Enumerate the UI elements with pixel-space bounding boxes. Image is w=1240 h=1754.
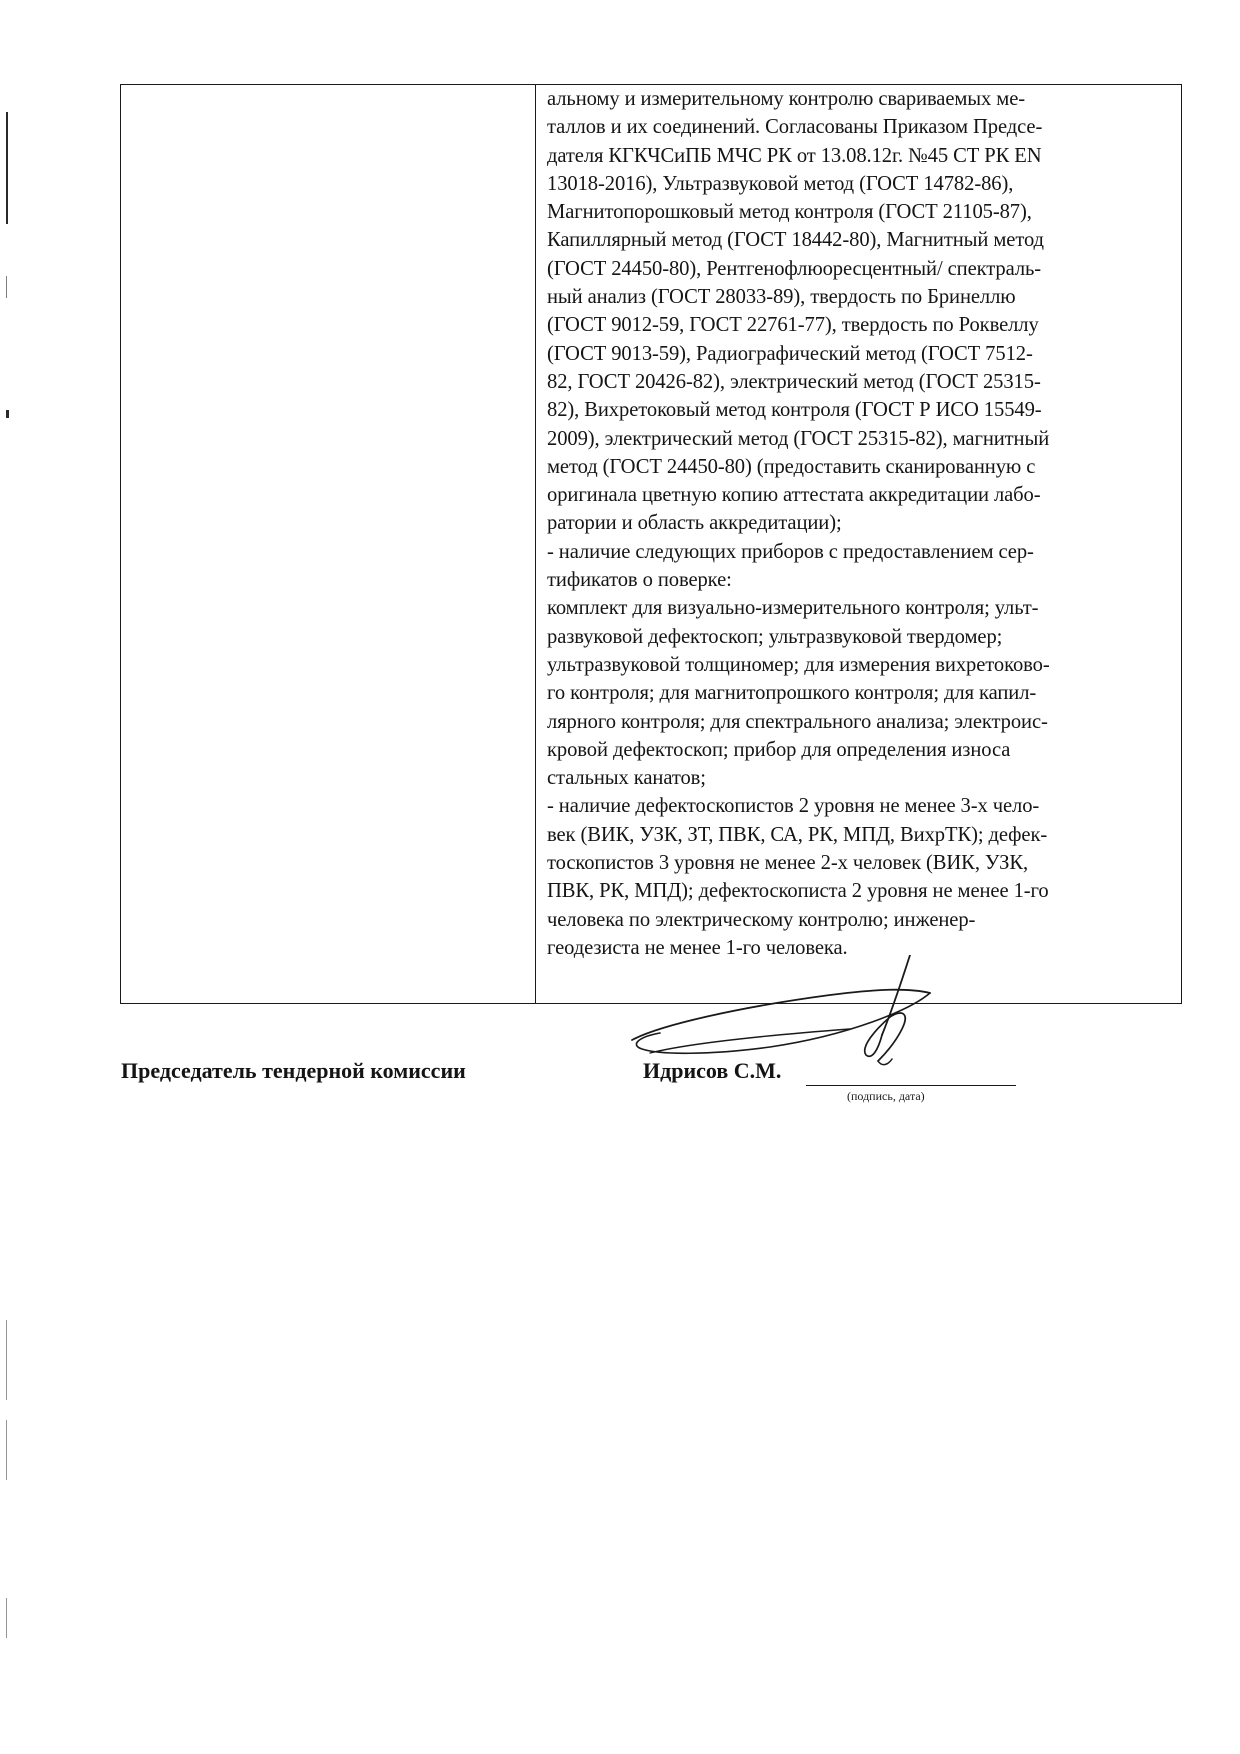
text-line: тоскопистов 3 уровня не менее 2-х человек (ВИК, УЗК, (547, 852, 1029, 875)
text-line: метод (ГОСТ 24450-80) (предоставить сканированную с (547, 455, 1036, 478)
table-cell-left (121, 85, 536, 1004)
text-line: 82), Вихретоковый метод контроля (ГОСТ Р ИСО 15549- (547, 399, 1042, 422)
text-line: лярного контроля; для спектрального анализа; электроис- (547, 710, 1048, 733)
text-line: (ГОСТ 9013-59), Радиографический метод (ГОСТ 7512- (547, 342, 1033, 365)
text-line: Магнитопорошковый метод контроля (ГОСТ 21105-87), (547, 201, 1032, 224)
scan-edge-mark (6, 276, 7, 298)
table-cell-right (536, 85, 1182, 1004)
scan-edge-mark (6, 112, 8, 224)
text-line: кровой дефектоскоп; прибор для определения износа (547, 738, 1011, 761)
text-line: - наличие следующих приборов с предоставлением сер- (547, 540, 1034, 563)
text-line: стальных канатов; (547, 767, 706, 790)
scan-edge-mark (6, 1420, 7, 1480)
scan-edge-mark (6, 1598, 7, 1638)
chairman-title: Председатель тендерной комиссии (121, 1058, 466, 1083)
table-row (121, 85, 1182, 1004)
text-line: человека по электрическому контролю; инженер- (547, 908, 976, 931)
text-line: - наличие дефектоскопистов 2 уровня не менее 3-х чело- (547, 795, 1040, 818)
text-line: комплект для визуально-измерительного контроля; ульт- (547, 597, 1039, 620)
text-line: оригинала цветную копию аттестата аккредитации лабо- (547, 484, 1041, 507)
text-line: дателя КГКЧСиПБ МЧС РК от 13.08.12г. №45 СТ РК EN (547, 144, 1042, 167)
signer-name: Идрисов С.М. (643, 1058, 782, 1083)
text-line: тификатов о поверке: (547, 569, 732, 592)
text-line: Капиллярный метод (ГОСТ 18442-80), Магнитный метод (547, 229, 1044, 252)
text-line: ный анализ (ГОСТ 28033-89), твердость по Бринеллю (547, 286, 1016, 309)
text-line: век (ВИК, УЗК, ЗТ, ПВК, СА, РК, МПД, ВихрТК); дефек- (547, 823, 1048, 846)
text-line: таллов и их соединений. Согласованы Приказом Предсе- (547, 116, 1043, 139)
requirements-text (536, 85, 1181, 962)
text-line: 82, ГОСТ 20426-82), электрический метод (ГОСТ 25315- (547, 370, 1041, 393)
requirements-table (120, 84, 1182, 1004)
text-line: (ГОСТ 9012-59, ГОСТ 22761-77), твердость по Роквеллу (547, 314, 1039, 337)
text-line: геодезиста не менее 1-го человека. (547, 936, 848, 959)
text-line: ратории и область аккредитации); (547, 512, 842, 535)
text-line: (ГОСТ 24450-80), Рентгенофлюоресцентный/ спектраль- (547, 257, 1042, 280)
signature-caption: (подпись, дата) (847, 1089, 925, 1103)
text-line: ультразвуковой толщиномер; для измерения вихретоково- (547, 653, 1050, 676)
scan-edge-mark (6, 410, 9, 418)
text-line: ПВК, РК, МПД); дефектоскописта 2 уровня не менее 1-го (547, 880, 1049, 903)
text-line: развуковой дефектоскоп; ультразвуковой твердомер; (547, 625, 1003, 648)
text-line: го контроля; для магнитопрошкого контроля; для капил- (547, 682, 1037, 705)
scan-edge-mark (6, 1320, 7, 1400)
text-line: 2009), электрический метод (ГОСТ 25315-82), магнитный (547, 427, 1050, 450)
text-line: 13018-2016), Ультразвуковой метод (ГОСТ 14782-86), (547, 172, 1014, 195)
text-line: альному и измерительному контролю свариваемых ме- (547, 88, 1026, 110)
signature-line (806, 1085, 1016, 1086)
